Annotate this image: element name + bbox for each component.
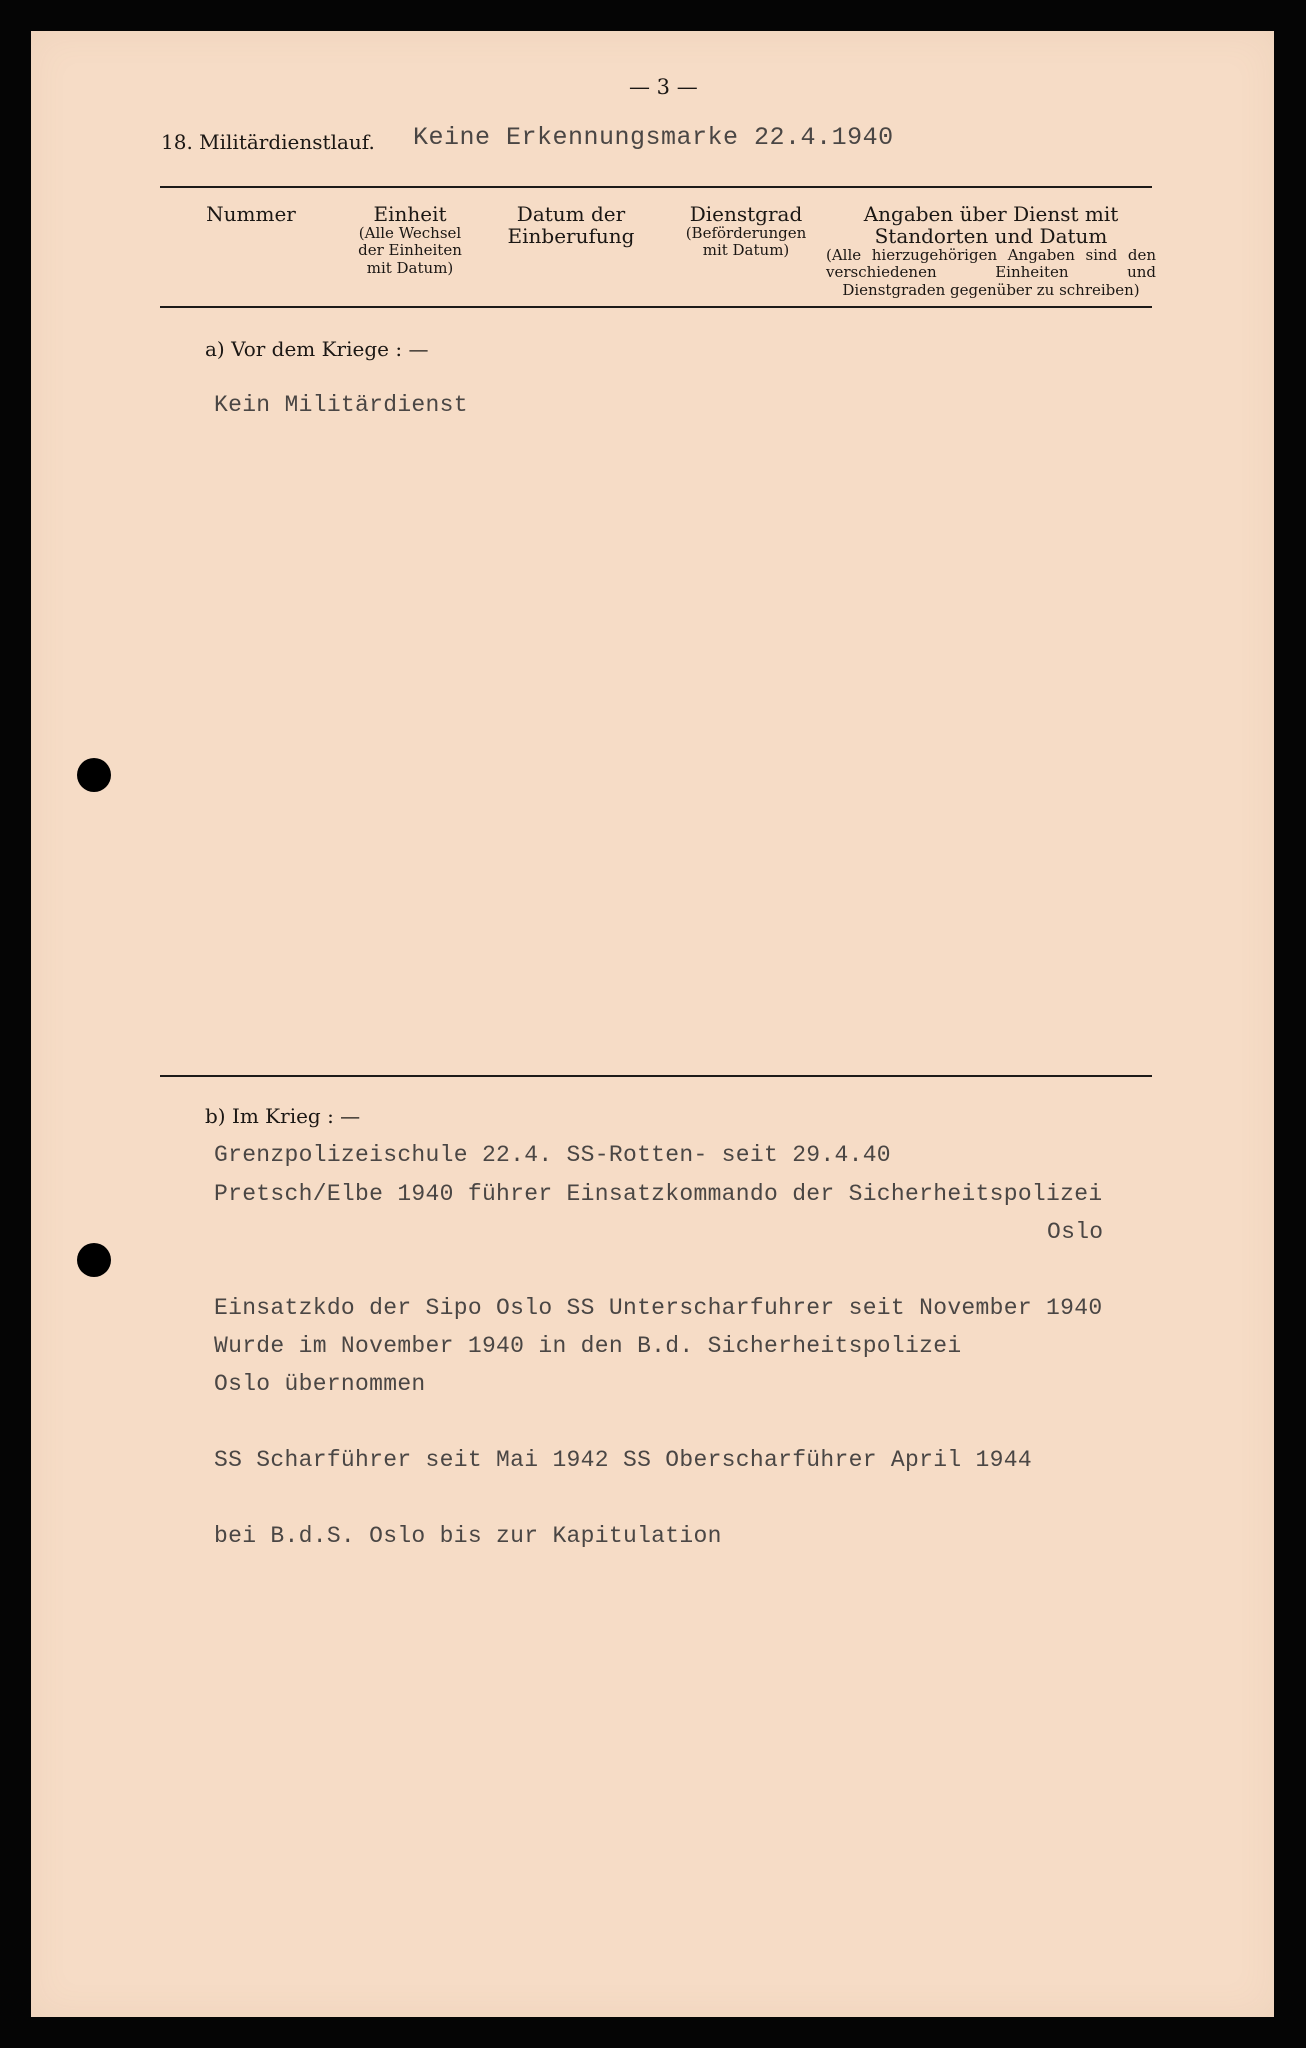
war-line-7: SS Scharführer seit Mai 1942 SS Oberscharführer April 1944 (214, 1447, 1032, 1473)
header-angaben (826, 203, 1156, 299)
war-line-4: Einsatzkdo der Sipo Oslo SS Unterscharfuhrer seit November 1940 (214, 1295, 1103, 1321)
table-header-rule (160, 306, 1152, 308)
header-einheit-label: Einheit (373, 202, 447, 226)
section-typed-note: Keine Erkennungsmarke 22.4.1940 (413, 123, 894, 152)
header-dienstgrad (671, 203, 821, 260)
in-war-label: b) Im Krieg : — (205, 1104, 361, 1128)
before-war-text: Kein Militärdienst (214, 392, 468, 418)
section-label: 18. Militärdienstlauf. (161, 130, 375, 154)
header-datum (491, 203, 651, 247)
war-line-2: Pretsch/Elbe 1940 führer Einsatzkommando der Sicherheitspolizei (214, 1181, 1103, 1207)
document-page (31, 31, 1274, 2017)
punch-hole-upper (77, 758, 111, 792)
war-line-1: Grenzpolizeischule 22.4. SS-Rotten- seit 29.4.40 (214, 1142, 891, 1168)
header-einheit-note: (Alle Wechsel der Einheiten mit Datum) (358, 224, 462, 277)
header-nummer (201, 203, 301, 225)
header-angaben-label: Angaben über Dienst mit Standorten und Datum (863, 202, 1119, 248)
punch-hole-lower (77, 1243, 111, 1277)
header-nummer-label: Nummer (206, 202, 296, 226)
war-line-5: Wurde im November 1940 in den B.d. Sicherheitspolizei (214, 1333, 962, 1359)
war-line-8: bei B.d.S. Oslo bis zur Kapitulation (214, 1523, 722, 1549)
header-dienstgrad-label: Dienstgrad (689, 202, 803, 226)
header-einheit (335, 203, 485, 277)
war-line-6: Oslo übernommen (214, 1371, 426, 1397)
section-divider-rule (160, 1075, 1152, 1077)
table-top-rule (160, 186, 1152, 188)
before-war-label: a) Vor dem Kriege : — (205, 337, 429, 361)
page-number: — 3 — (629, 75, 698, 99)
war-line-3: Oslo (1047, 1219, 1104, 1245)
header-dienstgrad-note: (Beförderungen mit Datum) (685, 224, 807, 260)
header-datum-label: Datum der Einberufung (507, 202, 635, 248)
header-angaben-note: (Alle hierzugehörigen Angaben sind den verschiedenen Einheiten und Dienstgraden gegenüber zu schreiben) (826, 246, 1156, 299)
